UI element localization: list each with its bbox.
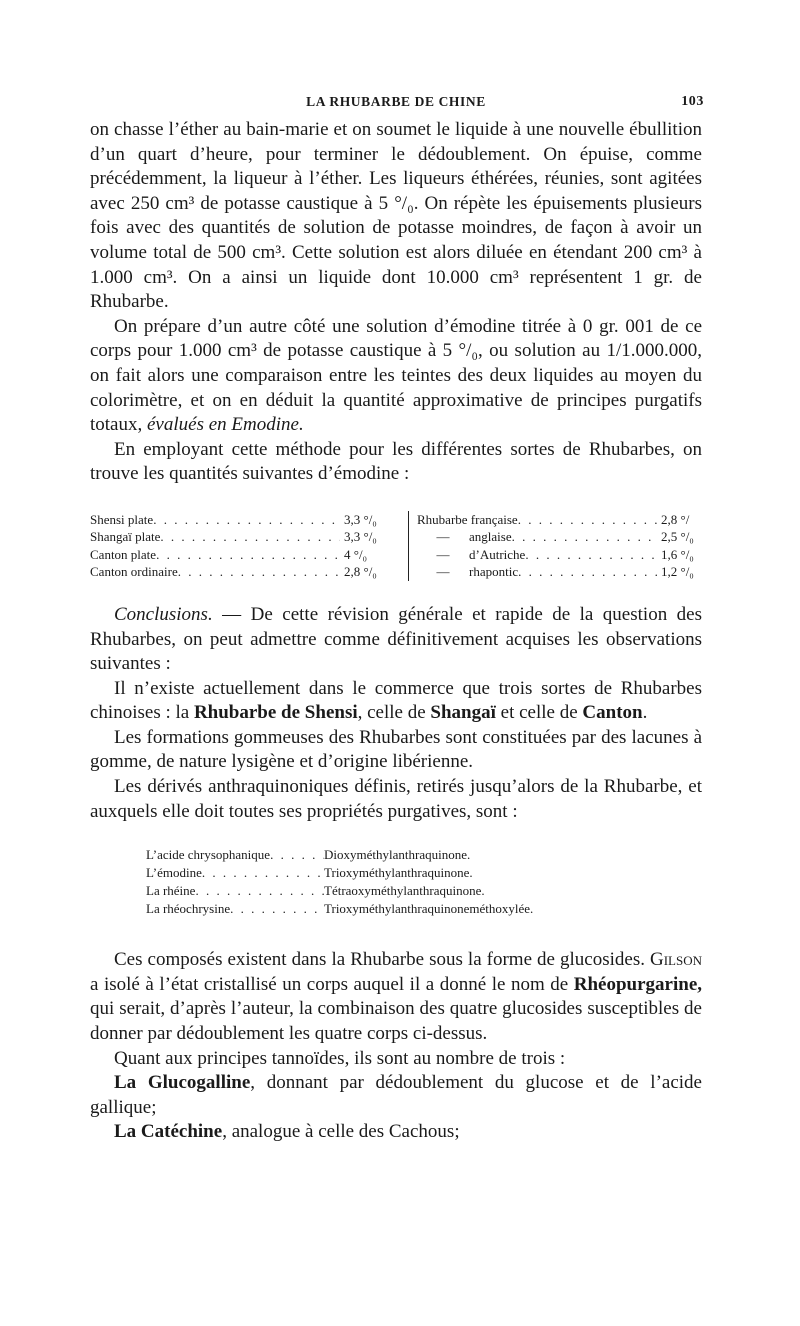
yield-value: 2,5 °/₀ xyxy=(661,529,694,545)
yield-value: 1,6 °/₀ xyxy=(661,546,694,562)
compound-formula: Trioxyméthylanthraquinoneméthoxylée. xyxy=(324,901,534,917)
compound-row xyxy=(146,882,702,900)
running-title: LA RHUBARBE DE CHINE xyxy=(306,94,486,109)
yield-value: 1,2 °/₀ xyxy=(661,564,694,580)
yield-row xyxy=(90,511,400,529)
compound-name: La rhéine xyxy=(146,883,196,899)
compound-name: L’émodine xyxy=(146,865,202,881)
paragraph-emodine-italic: évalués en Emodine. xyxy=(147,414,304,436)
yield-label: d’Autriche xyxy=(469,546,526,562)
conclusions-text: — De cette révision générale et rapide de la question des Rhubarbes, on peut admettre comme définitivement acquises les observations suivantes : xyxy=(90,603,702,675)
yield-row xyxy=(90,563,400,581)
paragraph-extraction: on chasse l’éther au bain-marie et on soumet le liquide à une nouvelle ébullition d’un quart d’heure, pour terminer le dédoublement. On épuise, comme précédemment, la liqueur à l’éther. Les liqueurs éthérées, réunies, sont agitées avec 250 cm³ de potasse caustique à 5 °/₀. On répète les épuisements plusieurs fois avec des quantités de solution de potasse moindres, de façon à avoir un volume total de 500 cm³. Cette solution est alors diluée en étendant 200 cm³ à 1.000 cm³. On a ainsi un liquide dont 10.000 cm³ représentent 1 gr. de Rhubarbe. xyxy=(90,119,702,313)
compound-name: L’acide chrysophanique xyxy=(146,847,271,863)
bold-term-catechine: La Catéchine xyxy=(114,1121,223,1143)
text-run: , analogue à celle des Cachous; xyxy=(222,1121,460,1143)
conclusions-heading: Conclusions. xyxy=(114,603,213,625)
paragraph-gum-formations: Les formations gommeuses des Rhubarbes sont constituées par des lacunes à gomme, de nature lysigène et d’origine libérienne. xyxy=(90,726,702,773)
ditto-dash: — xyxy=(436,564,450,580)
text-run: qui serait, d’après l’auteur, la combinaison des quatre glucosides susceptibles de donner par dédoublement les quatre corps ci-dessus. xyxy=(90,998,702,1045)
compound-formula: Dioxyméthylanthraquinone. xyxy=(324,847,471,863)
compound-formula: Trioxyméthylanthraquinone. xyxy=(324,865,473,881)
yield-value: 4 °/₀ xyxy=(344,546,368,562)
text-run: , celle de xyxy=(357,702,431,724)
compound-row xyxy=(146,864,702,882)
text-run: , donnant par dédoublement du glucose et de l’acide gallique; xyxy=(90,1072,702,1118)
yield-value: 2,8 °/ xyxy=(661,511,690,527)
paragraph-catechine xyxy=(90,1120,702,1145)
anthraquinone-compounds-list xyxy=(146,846,702,918)
compound-row xyxy=(146,900,702,918)
bold-term-canton: Canton xyxy=(582,702,643,724)
paragraph-method: En employant cette méthode pour les différentes sortes de Rhubarbes, on trouve les quantités suivantes d’émodine : xyxy=(90,438,702,485)
page-number: 103 xyxy=(681,94,704,109)
bold-term-shangai: Shangaï xyxy=(430,702,496,724)
running-header xyxy=(90,94,702,118)
yield-label: Rhubarbe française xyxy=(417,511,518,527)
paragraph-commerce xyxy=(90,677,702,726)
text-run: et celle de xyxy=(495,702,583,724)
text-run: Ces composés existent dans la Rhubarbe sous la forme de glucosides. xyxy=(114,949,650,971)
paragraph-glucosides xyxy=(90,948,702,1046)
ditto-dash: — xyxy=(436,546,450,562)
yield-value: 3,3 °/₀ xyxy=(344,529,377,545)
yield-label: Canton ordinaire xyxy=(90,564,178,580)
text-run: Il n’existe actuellement dans le commerce que trois sortes de Rhubarbes chinoises : la xyxy=(90,677,702,724)
yield-value: 2,8 °/₀ xyxy=(344,564,377,580)
yield-value: 3,3 °/₀ xyxy=(344,511,377,527)
yields-column-chinese xyxy=(90,511,409,581)
yield-row xyxy=(417,546,717,564)
bold-term-rheopurgarine: Rhéopurgarine, xyxy=(573,973,702,995)
paragraph-emodine-solution xyxy=(90,315,702,438)
paragraph-tannoids: Quant aux principes tannoïdes, ils sont au nombre de trois : xyxy=(114,1047,566,1069)
yields-column-other xyxy=(409,511,717,581)
yield-label: Canton plate xyxy=(90,546,157,562)
bold-term-glucogalline: La Glucogalline xyxy=(114,1072,251,1094)
yield-row xyxy=(417,511,717,529)
bold-term-shensi: Rhubarbe de Shensi xyxy=(193,702,358,724)
text-run: a isolé à l’état cristallisé un corps auquel il a donné le nom de xyxy=(90,973,574,995)
yield-label: Shensi plate xyxy=(90,511,154,527)
compound-formula: Tétraoxyméthylanthraquinone. xyxy=(324,883,485,899)
yield-row xyxy=(417,528,717,546)
ditto-dash: — xyxy=(436,529,450,545)
yield-label: anglaise xyxy=(469,529,512,545)
yield-label: Shangaï plate xyxy=(90,529,161,545)
paragraph-conclusions xyxy=(90,603,702,677)
yield-row xyxy=(90,546,400,564)
paragraph-emodine-text: On prépare d’un autre côté une solution d’émodine titrée à 0 gr. 001 de ce corps pour 1.000 cm³ de potasse caustique à 5 °/₀, ou solution au 1/1.000.000, on fait alors une comparaison entre les teintes des deux liquides au moyen du colorimètre, et on en déduit la quantité approximative de principes purgatifs totaux, xyxy=(90,315,702,436)
yield-row xyxy=(417,563,717,581)
compound-row xyxy=(146,846,702,864)
text-run: . xyxy=(642,702,648,724)
emodine-yields-table xyxy=(90,511,702,581)
paragraph-derivatives: Les dérivés anthraquinoniques définis, retirés jusqu’alors de la Rhubarbe, et auxquels elle doit toutes ses propriétés purgatives, sont : xyxy=(90,776,702,822)
author-name: Gilson xyxy=(650,949,702,971)
yield-label: rhapontic xyxy=(469,564,519,580)
compound-name: La rhéochrysine xyxy=(146,901,231,917)
paragraph-glucogalline xyxy=(90,1071,702,1120)
yield-row xyxy=(90,528,400,546)
